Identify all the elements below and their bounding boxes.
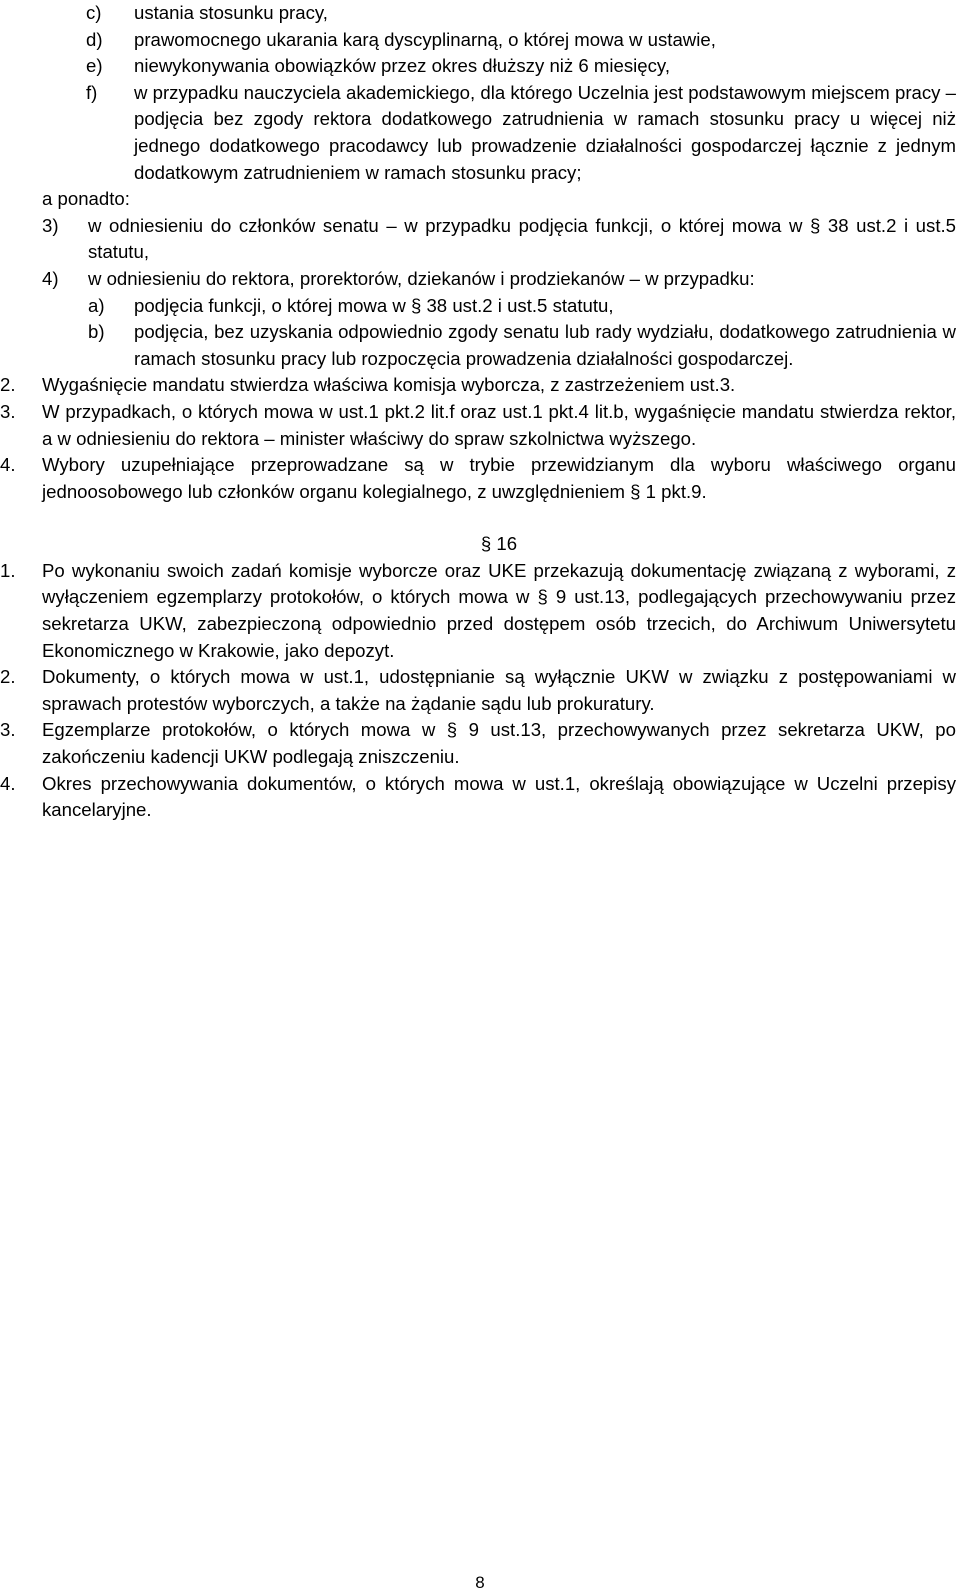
paragraph-number: 4. xyxy=(0,772,16,794)
list-item-text: podjęcia funkcji, o której mowa w § 38 ust.2 i ust.5 statutu, xyxy=(134,294,614,316)
list-item-label: a) xyxy=(88,294,105,316)
paragraph-text: Dokumenty, o których mowa w ust.1, udostępnianie są wyłącznie UKW w związku z postępowaniami w sprawach protestów wyborczych, a także na żądanie sądu lub prokuratury. xyxy=(42,666,956,714)
paragraph-number: 4. xyxy=(0,454,16,476)
paragraph-number: 2. xyxy=(0,666,16,688)
paragraph xyxy=(0,717,956,770)
list-item-text: w odniesieniu do członków senatu – w przypadku podjęcia funkcji, o której mowa w § 38 ust.2 i ust.5 statutu, xyxy=(88,214,956,263)
paragraph-text: Okres przechowywania dokumentów, o których mowa w ust.1, określają obowiązujące w Uczelni przepisy kancelaryjne. xyxy=(42,772,956,821)
list-item xyxy=(42,213,956,266)
list-item-text: w odniesieniu do rektora, prorektorów, dziekanów i prodziekanów – w przypadku: xyxy=(88,267,755,289)
paragraph-number: 1. xyxy=(0,559,16,581)
paragraph xyxy=(0,452,956,505)
paragraph-text: Wybory uzupełniające przeprowadzane są w trybie przewidzianym dla wyboru właściwego organu jednoosobowego lub członków organu kolegialnego, z uwzględnieniem § 1 pkt.9. xyxy=(42,454,956,502)
list-item-text: w przypadku nauczyciela akademickiego, dla którego Uczelnia jest podstawowym miejscem pracy – podjęcia bez zgody rektora dodatkowego zatrudnienia w ramach stosunku pracy u więcej niż jednego dodatkowego pracodawcy lub prowadzenie działalności gospodarczej łącznie z jednym dodatkowym zatrudnieniem w ramach stosunku pracy; xyxy=(134,81,956,183)
paragraph xyxy=(0,399,956,452)
list-item-text: ustania stosunku pracy, xyxy=(134,2,328,23)
list-item xyxy=(42,0,956,27)
list-item-label: 4) xyxy=(42,267,59,289)
paragraph-text: W przypadkach, o których mowa w ust.1 pkt.2 lit.f oraz ust.1 pkt.4 lit.b, wygaśnięcie mandatu stwierdza rektor, a w odniesieniu do rektora – minister właściwy do spraw szkolnictwa wyższego. xyxy=(42,400,956,449)
list-item-text: prawomocnego ukarania karą dyscyplinarną, o której mowa w ustawie, xyxy=(134,28,716,50)
list-item-text: niewykonywania obowiązków przez okres dłuższy niż 6 miesięcy, xyxy=(134,55,670,77)
list-item xyxy=(42,266,956,293)
list-item xyxy=(42,319,956,372)
paragraph xyxy=(0,558,956,664)
paragraph-text: Po wykonaniu swoich zadań komisje wyborcze oraz UKE przekazują dokumentację związaną z wyborami, z wyłączeniem egzemplarzy protokołów, o których mowa w § 9 ust.13, podlegających przechowywaniu przez sekretarza UKW, zabezpieczoną odpowiednio przed dostępem osób trzecich, do Archiwum Uniwersytetu Ekonomicznego w Krakowie, jako depozyt. xyxy=(42,559,956,661)
paragraph-number: 3. xyxy=(0,400,16,422)
a-ponadto-line: a ponadto: xyxy=(42,188,130,210)
list-item-label: f) xyxy=(86,81,98,103)
paragraph-number: 2. xyxy=(0,374,16,396)
list-item-label: 3) xyxy=(42,214,59,236)
paragraph-text: Wygaśnięcie mandatu stwierdza właściwa komisja wyborcza, z zastrzeżeniem ust.3. xyxy=(42,374,736,396)
paragraph xyxy=(0,372,956,399)
list-item-label: d) xyxy=(86,28,103,50)
list-item xyxy=(42,80,956,186)
page-number: 8 xyxy=(475,1573,485,1592)
list-item xyxy=(42,27,956,54)
paragraph-text: Egzemplarze protokołów, o których mowa w § 9 ust.13, przechowywanych przez sekretarza UKW, po zakończeniu kadencji UKW podlegają zniszczeniu. xyxy=(42,719,956,768)
paragraph xyxy=(0,771,956,824)
section-title: § 16 xyxy=(480,533,518,555)
list-item xyxy=(42,293,956,320)
list-item xyxy=(42,53,956,80)
list-item-text: podjęcia, bez uzyskania odpowiednio zgody senatu lub rady wydziału, dodatkowego zatrudnienia w ramach stosunku pracy lub rozpoczęcia prowadzenia działalności gospodarczej. xyxy=(134,321,956,369)
paragraph xyxy=(0,664,956,717)
list-item-label: b) xyxy=(88,321,105,343)
list-item-label: c) xyxy=(86,2,102,23)
list-item-label: e) xyxy=(86,55,103,77)
paragraph-number: 3. xyxy=(0,719,16,741)
